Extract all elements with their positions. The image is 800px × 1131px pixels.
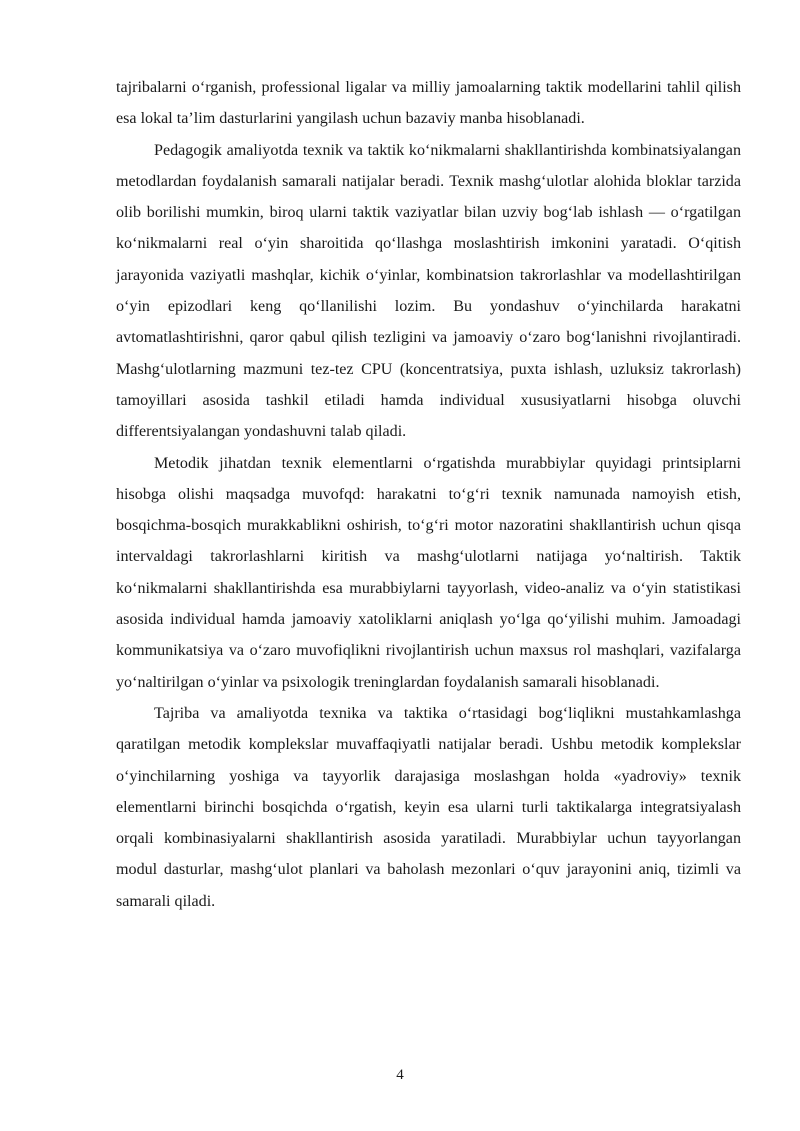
document-body — [116, 72, 741, 917]
page-number: 4 — [396, 1067, 404, 1083]
paragraph: Metodik jihatdan texnik elementlarni o‘rgatishda murabbiylar quyidagi printsiplarni hisobga olishi maqsadga muvofqd: harakatni to‘g‘ri texnik namunada namoyish etish, bosqichma-bosqich murakkablikni oshirish, to‘g‘ri motor nazoratini shakllantirish uchun qisqa intervaldagi takrorlashlarni kiritish va mashg‘ulotlarni natijaga yo‘naltirish. Taktik ko‘nikmalarni shakllantirishda esa murabbiylarni tayyorlash, video-analiz va o‘yin statistikasi asosida individual hamda jamoaviy xatoliklarni aniqlash yo‘lga qo‘yilishi muhim. Jamoadagi kommunikatsiya va o‘zaro muvofiqlikni rivojlantirish uchun maxsus rol mashqlari, vazifalarga yo‘naltirilgan o‘yinlar va psixologik treninglardan foydalanish samarali hisoblanadi. — [116, 454, 741, 691]
paragraph: tajribalarni o‘rganish, professional ligalar va milliy jamoalarning taktik modellarini tahlil qilish esa lokal ta’lim dasturlarini yangilash uchun bazaviy manba hisoblanadi. — [116, 79, 741, 128]
paragraph: Pedagogik amaliyotda texnik va taktik ko‘nikmalarni shakllantirishda kombinatsiyalangan metodlardan foydalanish samarali natijalar beradi. Texnik mashg‘ulotlar alohida bloklar tarzida olib borilishi mumkin, biroq ularni taktik vaziyatlar bilan uzviy bog‘lab ishlash — o‘rgatilgan ko‘nikmalarni real o‘yin sharoitida qo‘llashga moslashtirish imkonini yaratadi. O‘qitish jarayonida vaziyatli mashqlar, kichik o‘yinlar, kombinatsion takrorlashlar va modellashtirilgan o‘yin epizodlari keng qo‘llanilishi lozim. Bu yondashuv o‘yinchilarda harakatni avtomatlashtirishni, qaror qabul qilish tezligini va jamoaviy o‘zaro bog‘lanishni rivojlantiradi. Mashg‘ulotlarning mazmuni tez-tez CPU (koncentratsiya, puxta ishlash, uzluksiz takrorlash) tamoyillari asosida tashkil etiladi hamda individual xususiyatlarni hisobga oluvchi differentsiyalangan yondashuvni talab qiladi. — [116, 141, 741, 441]
paragraph: Tajriba va amaliyotda texnika va taktika o‘rtasidagi bog‘liqlikni mustahkamlashga qaratilgan metodik komplekslar muvaffaqiyatli natijalar beradi. Ushbu metodik komplekslar o‘yinchilarning yoshiga va tayyorlik darajasiga moslashgan holda «yadroviy» texnik elementlarni birinchi bosqichda o‘rgatish, keyin esa ularni turli taktikalarga integratsiyalash orqali kombinasiyalarni shakllantirish asosida yaratiladi. Murabbiylar uchun tayyorlangan modul dasturlar, mashg‘ulot planlari va baholash mezonlari o‘quv jarayonini aniq, tizimli va samarali qiladi. — [116, 704, 741, 910]
